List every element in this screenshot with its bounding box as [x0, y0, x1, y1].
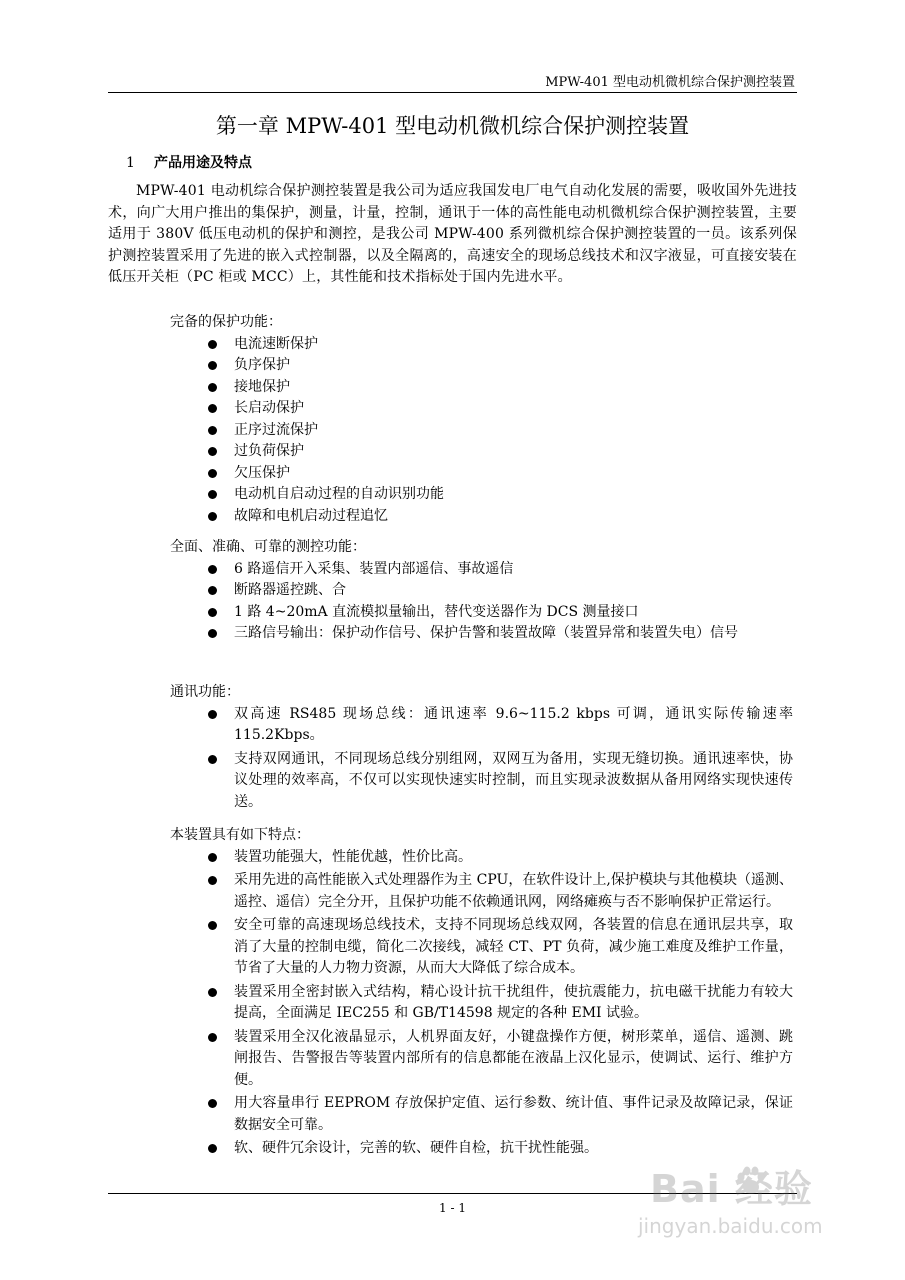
measurement-title: 全面、准确、可靠的测控功能： [170, 539, 366, 555]
protection-title: 完备的保护功能： [170, 314, 282, 330]
list-item: 接地保护 [108, 377, 797, 399]
bullet-icon [208, 565, 217, 574]
bullet-icon [208, 383, 217, 392]
list-item: 电流速断保护 [108, 334, 797, 356]
watermark [630, 1158, 880, 1248]
bullet-icon [208, 853, 217, 862]
list-item: 用大容量串行 EEPROM 存放保护定值、运行参数、统计值、事件记录及故障记录，保证数据安全可靠。 [108, 1093, 797, 1136]
communication-functions [108, 682, 797, 813]
page-number: 1 - 1 [439, 1201, 466, 1215]
list-item: 电动机自启动过程的自动识别功能 [108, 484, 797, 506]
bullet-icon [208, 1033, 217, 1042]
section-number: 1 [126, 155, 135, 171]
features-title: 本装置具有如下特点： [170, 827, 310, 843]
list-item: 支持双网通讯，不同现场总线分别组网，双网互为备用，实现无缝切换。通讯速率快，协议处理的效率高，不仅可以实现快速实时控制，而且实现录波数据从备用网络实现快速传送。 [108, 749, 797, 814]
list-item: 欠压保护 [108, 463, 797, 485]
list-item: 1 路 4~20mA 直流模拟量输出，替代变送器作为 DCS 测量接口 [108, 602, 797, 624]
bullet-icon [208, 876, 217, 885]
bullet-icon [208, 512, 217, 521]
measurement-functions [108, 537, 797, 645]
features-list [108, 847, 797, 1160]
features-section [108, 825, 797, 1160]
running-header: MPW-401 型电动机微机综合保护测控装置 [545, 75, 795, 90]
watermark-logo: Bai 经验 [650, 1167, 813, 1211]
paw-icon [734, 1164, 768, 1198]
chapter-title: 第一章 MPW-401 型电动机微机综合保护测控装置 [215, 114, 690, 138]
bullet-icon [208, 1099, 217, 1108]
bullet-icon [208, 586, 217, 595]
list-item: 安全可靠的高速现场总线技术，支持不同现场总线双网，各装置的信息在通讯层共享，取消了大量的控制电缆，简化二次接线，减轻 CT、PT 负荷，减少施工难度及维护工作量，节省了大量的人力物力资源，从而大大降低了综合成本。 [108, 915, 797, 980]
list-item: 装置采用全汉化液晶显示，人机界面友好，小键盘操作方便，树形菜单，遥信、遥测、跳闸报告、告警报告等装置内部所有的信息都能在液晶上汉化显示，使调试、运行、维护方便。 [108, 1027, 797, 1092]
bullet-icon [208, 426, 217, 435]
list-item: 采用先进的高性能嵌入式处理器作为主 CPU，在软件设计上,保护模块与其他模块（遥测、遥控、遥信）完全分开，且保护功能不依赖通讯网，网络瘫痪与否不影响保护正常运行。 [108, 870, 797, 913]
list-item: 双高速 RS485 现场总线：通讯速率 9.6~115.2 kbps 可调，通讯实际传输速率 115.2Kbps。 [108, 704, 797, 747]
watermark-url: jingyan.baidu.com [638, 1214, 823, 1238]
section-title: 产品用途及特点 [154, 155, 252, 171]
bullet-icon [208, 340, 217, 349]
communication-title: 通讯功能： [170, 684, 240, 700]
bullet-icon [208, 988, 217, 997]
section-heading [126, 152, 252, 172]
measurement-list [108, 559, 797, 645]
list-item: 装置功能强大，性能优越，性价比高。 [108, 847, 797, 869]
list-item: 正序过流保护 [108, 420, 797, 442]
list-item: 长启动保护 [108, 398, 797, 420]
list-item: 三路信号输出：保护动作信号、保护告警和装置故障（装置异常和装置失电）信号 [108, 623, 797, 645]
bullet-icon [208, 447, 217, 456]
list-item: 6 路遥信开入采集、装置内部遥信、事故遥信 [108, 559, 797, 581]
header-divider [108, 92, 797, 93]
list-item: 软、硬件冗余设计，完善的软、硬件自检，抗干扰性能强。 [108, 1138, 797, 1160]
bullet-icon [208, 710, 217, 719]
list-item: 故障和电机启动过程追忆 [108, 506, 797, 528]
bullet-icon [208, 629, 217, 638]
bullet-icon [208, 921, 217, 930]
bullet-icon [208, 490, 217, 499]
protection-functions [108, 312, 797, 527]
list-item: 负序保护 [108, 355, 797, 377]
bullet-icon [208, 361, 217, 370]
intro-paragraph: MPW-401 电动机综合保护测控装置是我公司为适应我国发电厂电气自动化发展的需要，吸收国外先进技术，向广大用户推出的集保护，测量，计量，控制，通讯于一体的高性能电动机微机综合保护测控装置，主要适用于 380V 低压电动机的保护和测控，是我公司 MPW-400 系列微机综合保护测控装置的一员。该系列保护测控装置采用了先进的嵌入式控制器，以及全隔离的，高速安全的现场总线技术和汉字液显，可直接安装在低压开关柜（PC 柜或 MCC）上，其性能和技术指标处于国内先进水平。 [108, 183, 797, 285]
list-item: 过负荷保护 [108, 441, 797, 463]
communication-list [108, 704, 797, 814]
bullet-icon [208, 1144, 217, 1153]
bullet-icon [208, 404, 217, 413]
bullet-icon [208, 469, 217, 478]
list-item: 断路器遥控跳、合 [108, 580, 797, 602]
bullet-icon [208, 755, 217, 764]
list-item: 装置采用全密封嵌入式结构，精心设计抗干扰组件，使抗震能力，抗电磁干扰能力有较大提高，全面满足 IEC255 和 GB/T14598 规定的各种 EMI 试验。 [108, 982, 797, 1025]
protection-list [108, 334, 797, 528]
bullet-icon [208, 608, 217, 617]
